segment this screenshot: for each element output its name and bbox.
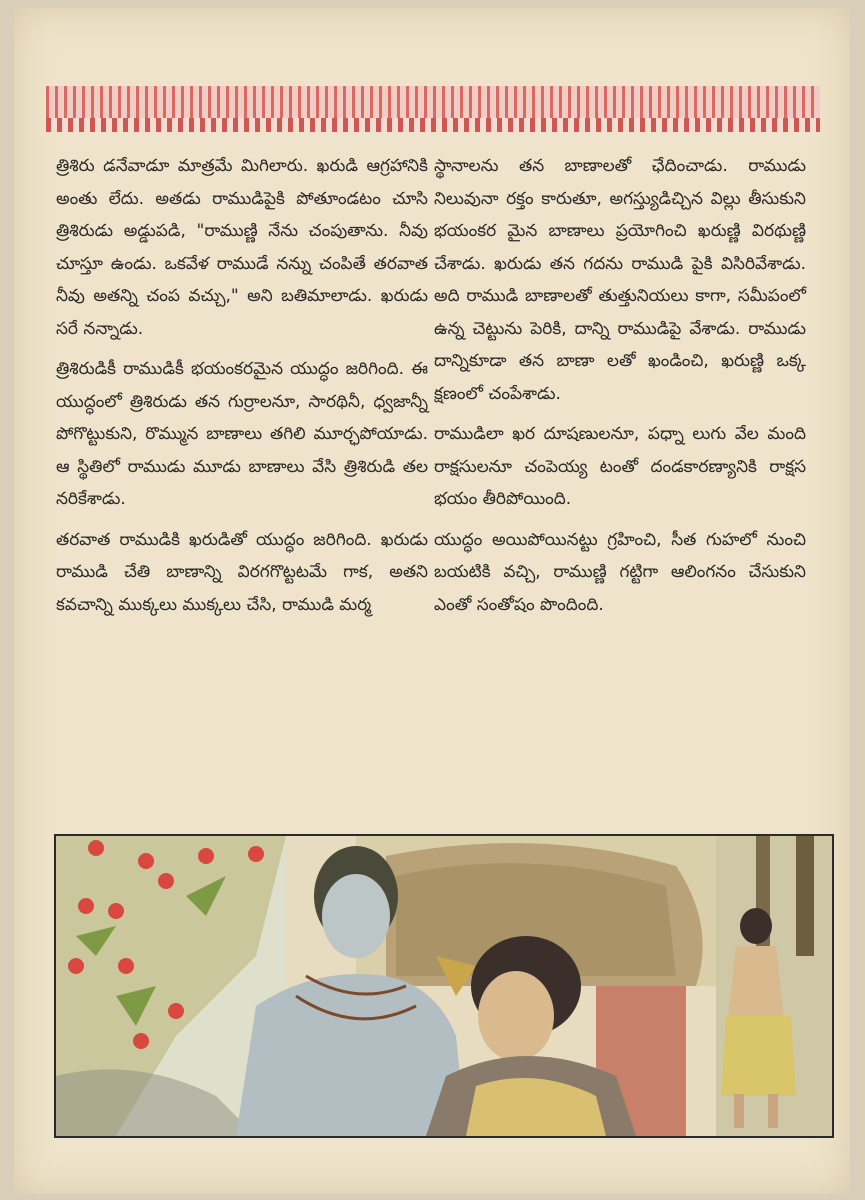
- paragraph: యుద్ధం అయిపోయినట్టు గ్రహించి, సీత గుహలో నుంచి బయటికి వచ్చి, రాముణ్ణి గట్టిగా ఆలింగనం చేసుకుని ఎంతో సంతోషం పొందింది.: [434, 529, 806, 615]
- illustration-art: [56, 836, 832, 1136]
- paragraph: రాముడిలా ఖర దూషణులనూ, పధ్నా లుగు వేల మంది రాక్షసులనూ చంపెయ్య టంతో దండకారణ్యానికి రాక్షస భయం తీరిపోయింది.: [434, 424, 806, 509]
- magazine-page: [14, 8, 850, 1194]
- paragraph: త్రిశిరు డనేవాడూ మాత్రమే మిగిలారు. ఖరుడి ఆగ్రహానికి అంతు లేదు. అతడు రాముడిపైకి పోతూండటం చూసి త్రిశిరుడు అడ్డుపడి, "రాముణ్ణి నేను చంపుతాను. నీవు చూస్తూ ఉండు. ఒకవేళ రాముడే నన్ను చంపితే తరవాత నీవు అతన్ని చంప వచ్చు," అని బతిమాలాడు. ఖరుడు సరే నన్నాడు.: [56, 156, 428, 339]
- paragraph: తరవాత రాముడికి ఖరుడితో యుద్ధం జరిగింది. ఖరుడు రాముడి చేతి బాణాన్ని విరగగొట్టటమే గాక, అతని కవచాన్ని ముక్కలు ముక్కలు చేసి, రాముడి మర్మ: [56, 529, 428, 615]
- paragraph: స్థానాలను తన బాణాలతో ఛేదించాడు. రాముడు నిలువునా రక్తం కారుతూ, అగస్త్యుడిచ్చిన విల్లు తీసుకుని భయంకర మైన బాణాలు ప్రయోగించి ఖరుణ్ణి విరథుణ్ణి చేశాడు. ఖరుడు తన గదను రాముడి పైకి విసిరివేశాడు. అది రాముడి బాణాలతో తుత్తునియలు కాగా, సమీపంలో ఉన్న చెట్టును పెరికి, దాన్ని రాముడిపై వేశాడు. రాముడు దాన్నికూడా తన బాణా లతో ఖండించి, ఖరుణ్ణి ఒక్క క్షణంలో చంపేశాడు.: [434, 156, 806, 404]
- left-text-column: [56, 150, 428, 629]
- story-illustration: [54, 834, 834, 1138]
- paragraph: త్రిశిరుడికీ రాముడికీ భయంకరమైన యుద్ధం జరిగింది. ఈ యుద్ధంలో త్రిశిరుడు తన గుర్రాలనూ, సారథినీ, ధ్వజాన్నీ పోగొట్టుకుని, రొమ్మున బాణాలు తగిలి మూర్ఛపోయాడు. ఆ స్థితిలో రాముడు మూడు బాణాలు వేసి త్రిశిరుడి తల నరికేశాడు.: [56, 359, 428, 509]
- decorative-header-border: [46, 86, 820, 132]
- right-text-column: [434, 150, 806, 629]
